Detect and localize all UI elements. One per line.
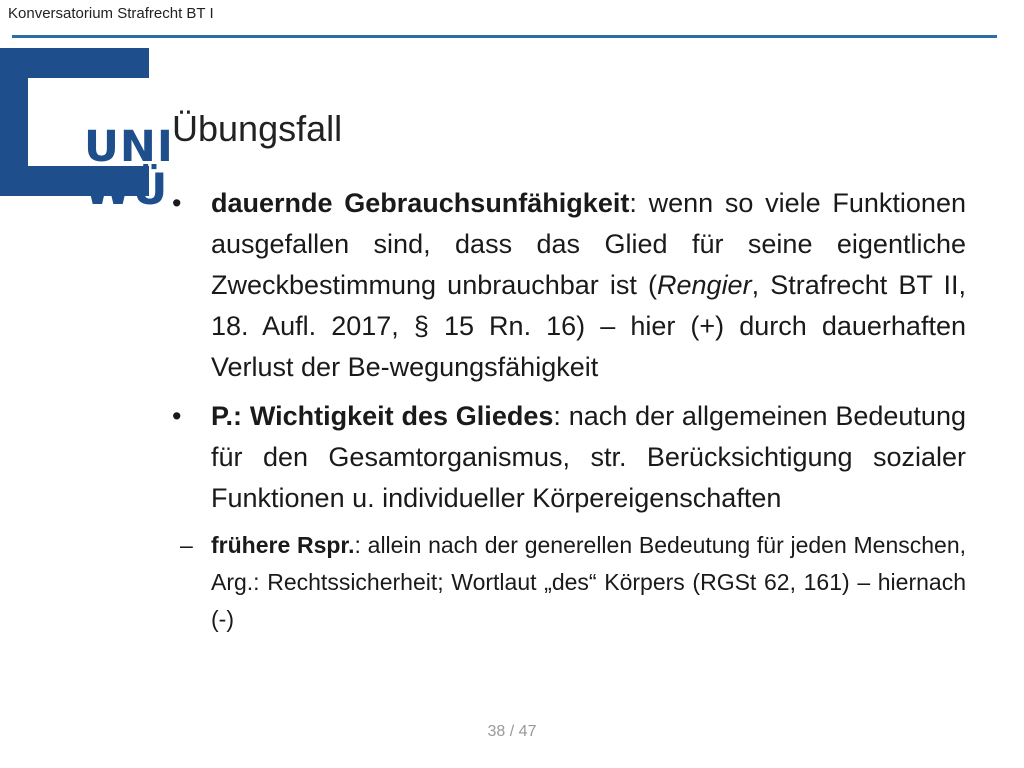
sub-bullet-term: frühere Rspr. xyxy=(211,532,355,558)
dash-marker: – xyxy=(180,532,193,558)
bullet-text: : nach der allgemeinen Bedeutung für den Gesamtorganismus, str. Berücksichtigung sozialer Funktionen u. individueller Körpereigenschaften xyxy=(211,401,966,513)
page-number: 38 / 47 xyxy=(487,723,537,740)
university-logo xyxy=(0,48,174,215)
slide-content xyxy=(172,183,966,638)
citation-author: Rengier xyxy=(657,270,752,300)
bullet-term: dauernde Gebrauchsunfähigkeit xyxy=(211,188,630,218)
logo-line-2: WÜ xyxy=(84,165,169,215)
logo-line-1: UNI xyxy=(84,122,174,172)
bullet-text: : wenn so viele Funktionen ausgefallen sind, dass das Glied für seine eigentliche Zweckbestimmung unbrauchbar ist ( xyxy=(211,188,966,300)
bullet-text-continued: , Strafrecht BT II, 18. Aufl. 2017, § 15 Rn. 16) – hier (+) durch dauerhaften Verlust der Be-wegungsfähigkeit xyxy=(211,270,966,382)
bullet-item xyxy=(172,183,966,388)
bullet-item xyxy=(172,396,966,519)
sub-bullet-item xyxy=(172,527,966,638)
bullet-marker: • xyxy=(172,188,182,218)
presentation-title: Konversatorium Strafrecht BT I xyxy=(8,5,214,22)
bullet-term: P.: Wichtigkeit des Gliedes xyxy=(211,401,554,431)
bullet-marker: • xyxy=(172,401,182,431)
sub-bullet-text: : allein nach der generellen Bedeutung für jeden Menschen, Arg.: Rechtssicherheit; Wortlaut „des“ Körpers (RGSt 62, 161) – hiernach (-) xyxy=(211,532,966,632)
slide-title: Übungsfall xyxy=(172,108,343,149)
header-divider xyxy=(12,35,997,38)
logo-wordmark xyxy=(84,122,174,215)
